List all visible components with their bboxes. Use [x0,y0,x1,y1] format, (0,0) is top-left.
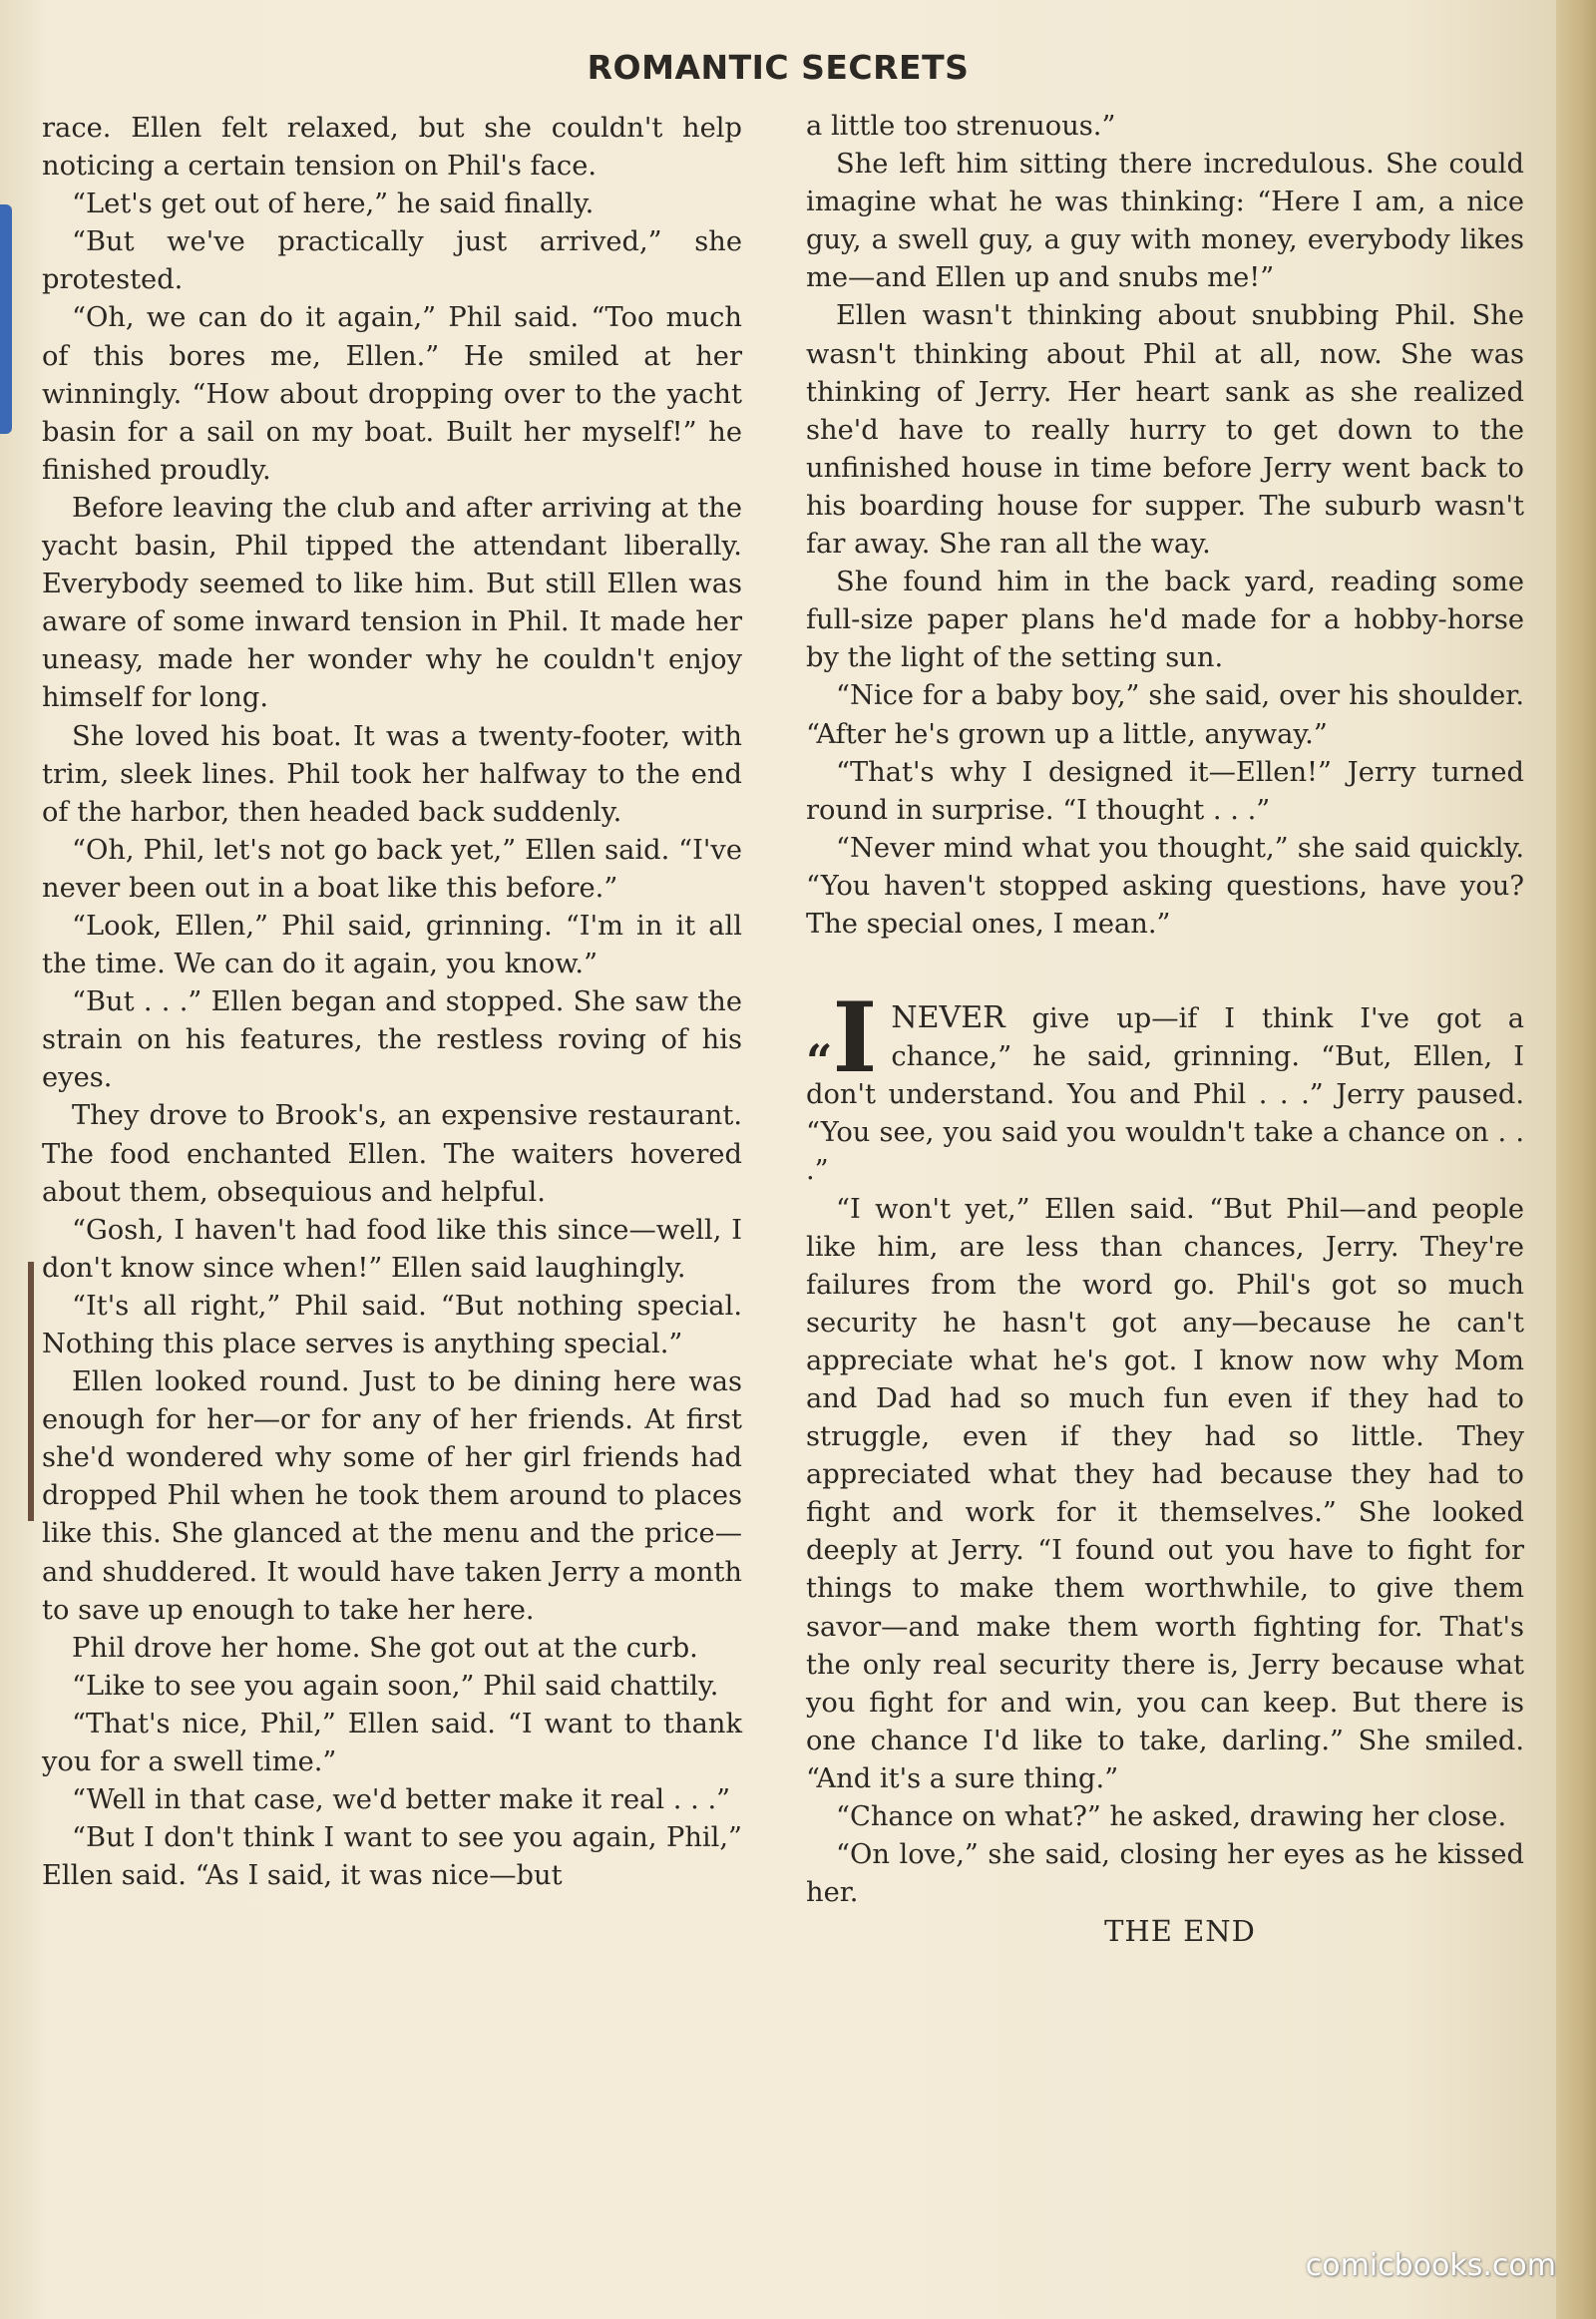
paragraph: Phil drove her home. She got out at the curb. [72,1632,698,1664]
paragraph: Ellen looked round. Just to be dining here was enough for her—or for any of her friends. At first she'd wondered why some of her girl friends had dropped Phil when he took them around to places like this. She glanced at the menu and the price—and shuddered. It would have taken Jerry a month to save up enough to take her here. [42,1366,742,1626]
paragraph: She loved his boat. It was a twenty-footer, with trim, sleek lines. Phil took her halfway to the end of the harbor, then headed back suddenly. [42,720,742,828]
dropcap-letter: “I [806,981,878,1095]
paragraph: They drove to Brook's, an expensive restaurant. The food enchanted Ellen. The waiters hovered about them, obsequious and helpful. [42,1100,742,1208]
paragraph: “But I don't think I want to see you again, Phil,” Ellen said. “As I said, it was nice—but [42,1822,742,1892]
paragraph-continued: race. Ellen felt relaxed, but she couldn't help noticing a certain tension on Phil's face. [42,113,742,183]
dropcap-lead-word: NEVER [891,1000,1005,1036]
paragraph: “On love,” she said, closing her eyes as he kissed her. [806,1839,1524,1909]
paragraph: She found him in the back yard, reading some full-size paper plans he'd made for a hobby-horse by the light of the setting sun. [806,567,1524,674]
paragraph: “Gosh, I haven't had food like this since—well, I don't know since when!” Ellen said laughingly. [42,1214,742,1284]
paragraph: She left him sitting there incredulous. She could imagine what he was thinking: “Here I am, a nice guy, a swell guy, a guy with money, everybody likes me—and Ellen up and snubs me!” [806,149,1524,294]
paragraph: “Look, Ellen,” Phil said, grinning. “I'm in it all the time. We can do it again, you know.” [42,910,742,980]
paragraph: “Oh, we can do it again,” Phil said. “Too much of this bores me, Ellen.” He smiled at her winningly. “How about dropping over to the yacht basin for a sail on my boat. Built her myself!” he finished proudly. [42,302,742,486]
paragraph: “Like to see you again soon,” Phil said chattily. [72,1670,719,1702]
paragraph: “Never mind what you thought,” she said quickly. “You haven't stopped asking questions, have you? The special ones, I mean.” [806,832,1524,940]
dropcap-quote-mark: “ [806,1034,833,1089]
page-header: ROMANTIC SECRETS [587,48,970,87]
dropcap-paragraph [806,981,1524,1190]
the-end-label: THE END [1104,1914,1256,1949]
left-text-column [42,110,742,1895]
paragraph: “It's all right,” Phil said. “But nothing special. Nothing this place serves is anything special.” [42,1290,742,1359]
watermark: comicbooks.com [1305,2248,1556,2283]
paragraph: “That's nice, Phil,” Ellen said. “I want to thank you for a swell time.” [42,1708,742,1778]
paragraph: “Oh, Phil, let's not go back yet,” Ellen said. “I've never been out in a boat like this before.” [42,834,742,904]
right-column-upper [806,108,1524,944]
paragraph: “Well in that case, we'd better make it real . . .” [72,1784,731,1816]
paragraph: “Nice for a baby boy,” she said, over his shoulder. “After he's grown up a little, anyway.” [806,680,1524,750]
right-column-lower [806,1191,1524,1913]
paragraph: Before leaving the club and after arriving at the yacht basin, Phil tipped the attendant liberally. Everybody seemed to like him. But still Ellen was aware of some inward tension in Phil. It made her uneasy, made her wonder why he couldn't enjoy himself for long. [42,492,742,714]
paragraph-continued: a little too strenuous.” [806,111,1116,142]
paragraph: “That's why I designed it—Ellen!” Jerry turned round in surprise. “I thought . . .” [806,756,1524,826]
margin-stain [28,1262,34,1521]
paragraph: “I won't yet,” Ellen said. “But Phil—and people like him, are less than chances, Jerry. They're failures from the word go. Phil's got so much security he hasn't got any—because he can't appreciate what he's got. I know now why Mom and Dad had so much fun even if they had to struggle, even if they had so little. They appreciated what they had because they had to fight and work for it themselves.” She looked deeply at Jerry. “I found out you have to fight for things to make them worthwhile, to give them savor—and make them worth fighting for. That's the only real security there is, Jerry because what you fight for and win, you can keep. But there is one chance I'd like to take, darling.” She smiled. “And it's a sure thing.” [806,1193,1524,1794]
paragraph: Ellen wasn't thinking about snubbing Phil. She wasn't thinking about Phil at all, now. She was thinking of Jerry. Her heart sank as she realized she'd have to really hurry to get down to the unfinished house in time before Jerry went back to his boarding house for supper. The suburb wasn't far away. She ran all the way. [806,300,1524,561]
right-text-column [806,108,1524,1950]
dropcap-text: give up—if I think I've got a chance,” he said, grinning. “But, Ellen, I don't understand. You and Phil . . .” Jerry paused. “You see, you said you wouldn't take a chance on . . .” [806,1003,1524,1187]
paragraph: “Let's get out of here,” he said finally. [72,189,595,220]
paragraph: “Chance on what?” he asked, drawing her close. [836,1801,1507,1833]
page-edge [1556,0,1596,2319]
paragraph: “But we've practically just arrived,” she protested. [42,226,742,296]
paragraph: “But . . .” Ellen began and stopped. She saw the strain on his features, the restless roving of his eyes. [42,986,742,1094]
binding-tape [0,204,12,434]
